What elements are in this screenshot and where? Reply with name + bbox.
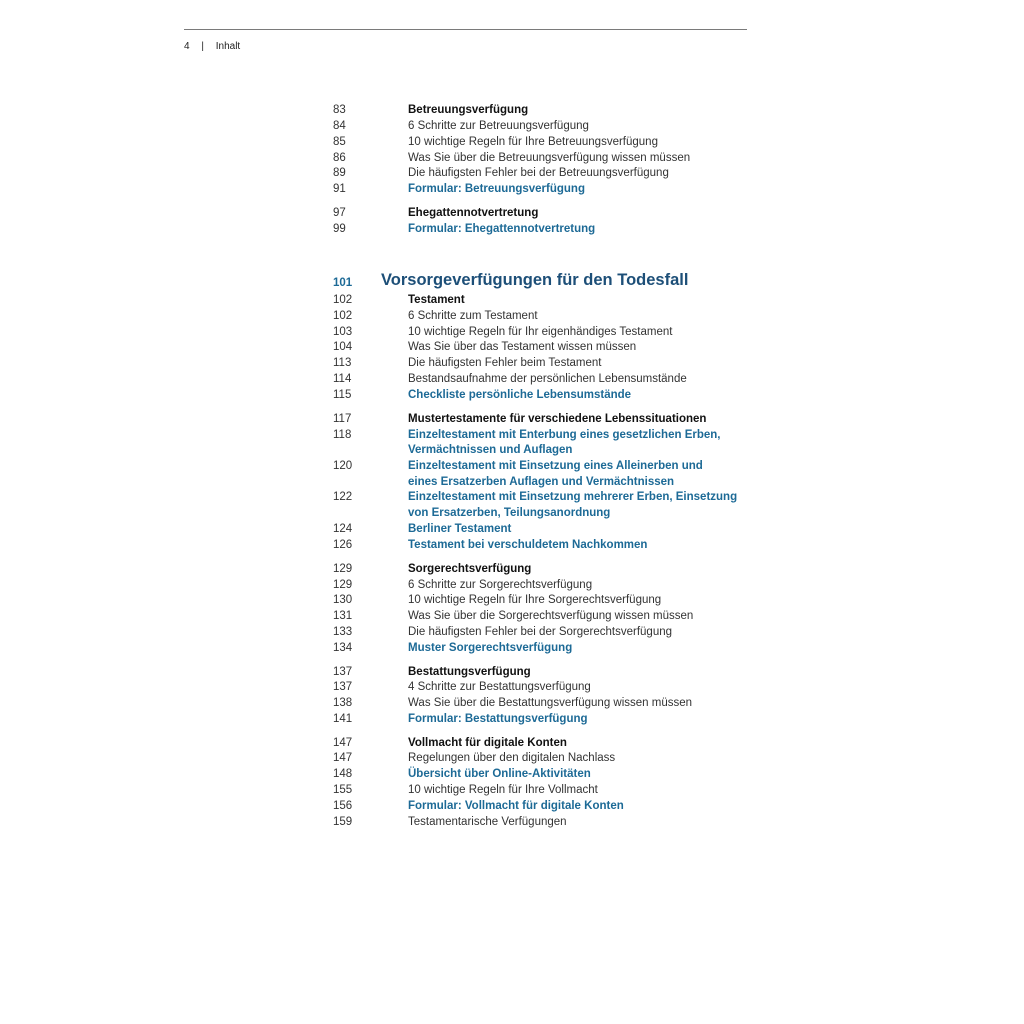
toc-entry-title: Regelungen über den digitalen Nachlass bbox=[408, 752, 616, 764]
toc-page-number: 147 bbox=[333, 752, 353, 764]
toc-page-number: 129 bbox=[333, 579, 353, 591]
toc-entry-title: Mustertestamente für verschiedene Lebenssituationen bbox=[408, 413, 707, 425]
toc-entry-title: Bestattungsverfügung bbox=[408, 666, 531, 678]
toc-page-number: 91 bbox=[333, 183, 346, 195]
toc-page-number: 156 bbox=[333, 800, 353, 812]
toc-page-number: 134 bbox=[333, 642, 353, 654]
toc-entry-title: Übersicht über Online-Aktivitäten bbox=[408, 768, 591, 780]
toc-entry-title: 6 Schritte zur Sorgerechtsverfügung bbox=[408, 579, 593, 591]
toc-entry-title: Was Sie über die Sorgerechtsverfügung wissen müssen bbox=[408, 610, 694, 622]
header-rule bbox=[184, 29, 747, 30]
toc-entry-title: Was Sie über die Betreuungsverfügung wissen müssen bbox=[408, 152, 691, 164]
toc-entry-title: Formular: Bestattungsverfügung bbox=[408, 713, 588, 725]
toc-entry-title: Die häufigsten Fehler bei der Sorgerechtsverfügung bbox=[408, 626, 673, 638]
toc-page-number: 114 bbox=[333, 373, 352, 385]
toc-entry-title: Die häufigsten Fehler bei der Betreuungsverfügung bbox=[408, 167, 669, 179]
toc-entry-title: 10 wichtige Regeln für Ihre Sorgerechtsverfügung bbox=[408, 594, 662, 606]
toc-entry-title: Was Sie über die Bestattungsverfügung wissen müssen bbox=[408, 697, 693, 709]
toc-page-number: 130 bbox=[333, 594, 353, 606]
toc-page-number: 84 bbox=[333, 120, 346, 132]
section-title: Inhalt bbox=[215, 41, 241, 52]
toc-page-number: 104 bbox=[333, 341, 353, 353]
toc-entry-title: eines Ersatzerben Auflagen und Vermächtnissen bbox=[408, 476, 675, 488]
toc-page-number: 126 bbox=[333, 539, 353, 551]
toc-page-number: 141 bbox=[333, 713, 353, 725]
running-head bbox=[184, 41, 240, 52]
toc-entry-title: 6 Schritte zum Testament bbox=[408, 310, 538, 322]
toc-entry-title: Betreuungsverfügung bbox=[408, 104, 529, 116]
toc-entry-title: Was Sie über das Testament wissen müssen bbox=[408, 341, 637, 353]
toc-page-number: 97 bbox=[333, 207, 346, 219]
toc-entry-title: Formular: Vollmacht für digitale Konten bbox=[408, 800, 624, 812]
toc-entry-title: Testamentarische Verfügungen bbox=[408, 816, 567, 828]
toc-entry-title: Bestandsaufnahme der persönlichen Lebensumstände bbox=[408, 373, 687, 385]
toc-entry-title: Sorgerechtsverfügung bbox=[408, 563, 532, 575]
toc-entry-title: Checkliste persönliche Lebensumstände bbox=[408, 389, 632, 401]
toc-page-number: 137 bbox=[333, 666, 353, 678]
toc-page-number: 113 bbox=[333, 357, 352, 369]
toc-page-number: 137 bbox=[333, 681, 353, 693]
toc-entry-title: 4 Schritte zur Bestattungsverfügung bbox=[408, 681, 591, 693]
toc-page-number: 122 bbox=[333, 491, 353, 503]
page-number: 4 bbox=[184, 41, 190, 52]
toc-page-number: 120 bbox=[333, 460, 353, 472]
toc-page-number: 118 bbox=[333, 429, 352, 441]
toc-entry-title: Formular: Betreuungsverfügung bbox=[408, 183, 585, 195]
toc-page-number: 83 bbox=[333, 104, 346, 116]
toc-entry-title: 10 wichtige Regeln für Ihre Betreuungsverfügung bbox=[408, 136, 658, 148]
toc-page-number: 89 bbox=[333, 167, 346, 179]
toc-entry-title: Berliner Testament bbox=[408, 523, 512, 535]
toc-entry-title: Vorsorgeverfügungen für den Todesfall bbox=[381, 271, 689, 289]
toc-entry-title: Muster Sorgerechtsverfügung bbox=[408, 642, 573, 654]
header-separator: | bbox=[201, 41, 204, 52]
toc-page-number: 155 bbox=[333, 784, 353, 796]
toc-page-number: 102 bbox=[333, 310, 353, 322]
toc-page-number: 148 bbox=[333, 768, 353, 780]
toc-page-number: 138 bbox=[333, 697, 353, 709]
toc-page-number: 124 bbox=[333, 523, 353, 535]
toc-entry-title: Testament bei verschuldetem Nachkommen bbox=[408, 539, 648, 551]
toc-page-number: 115 bbox=[333, 389, 352, 401]
toc-page-number: 147 bbox=[333, 737, 353, 749]
toc-page-number: 85 bbox=[333, 136, 346, 148]
toc-page-number: 101 bbox=[333, 277, 353, 289]
toc-entry-title: Die häufigsten Fehler beim Testament bbox=[408, 357, 602, 369]
toc-page-number: 102 bbox=[333, 294, 353, 306]
toc-entry-title: von Ersatzerben, Teilungsanordnung bbox=[408, 507, 611, 519]
toc-entry-title: Einzeltestament mit Einsetzung eines Alleinerben und bbox=[408, 460, 703, 472]
toc-page-number: 159 bbox=[333, 816, 353, 828]
toc-entry-title: Einzeltestament mit Einsetzung mehrerer Erben, Einsetzung bbox=[408, 491, 738, 503]
toc-page-number: 129 bbox=[333, 563, 353, 575]
toc-page-number: 117 bbox=[333, 413, 352, 425]
toc-page-number: 99 bbox=[333, 223, 346, 235]
toc-page-number: 133 bbox=[333, 626, 353, 638]
toc-page-number: 86 bbox=[333, 152, 346, 164]
toc-entry-title: Vollmacht für digitale Konten bbox=[408, 737, 567, 749]
toc-page-number: 131 bbox=[333, 610, 353, 622]
toc-entry-title: Testament bbox=[408, 294, 465, 306]
toc-entry-title: Einzeltestament mit Enterbung eines gesetzlichen Erben, bbox=[408, 429, 721, 441]
toc-entry-title: 6 Schritte zur Betreuungsverfügung bbox=[408, 120, 589, 132]
toc-entry-title: 10 wichtige Regeln für Ihre Vollmacht bbox=[408, 784, 598, 796]
toc-entry-title: Formular: Ehegattennotvertretung bbox=[408, 223, 596, 235]
toc-entry-title: Ehegattennotvertretung bbox=[408, 207, 539, 219]
toc-page-number: 103 bbox=[333, 326, 353, 338]
toc-entry-title: 10 wichtige Regeln für Ihr eigenhändiges Testament bbox=[408, 326, 673, 338]
toc-entry-title: Vermächtnissen und Auflagen bbox=[408, 444, 573, 456]
